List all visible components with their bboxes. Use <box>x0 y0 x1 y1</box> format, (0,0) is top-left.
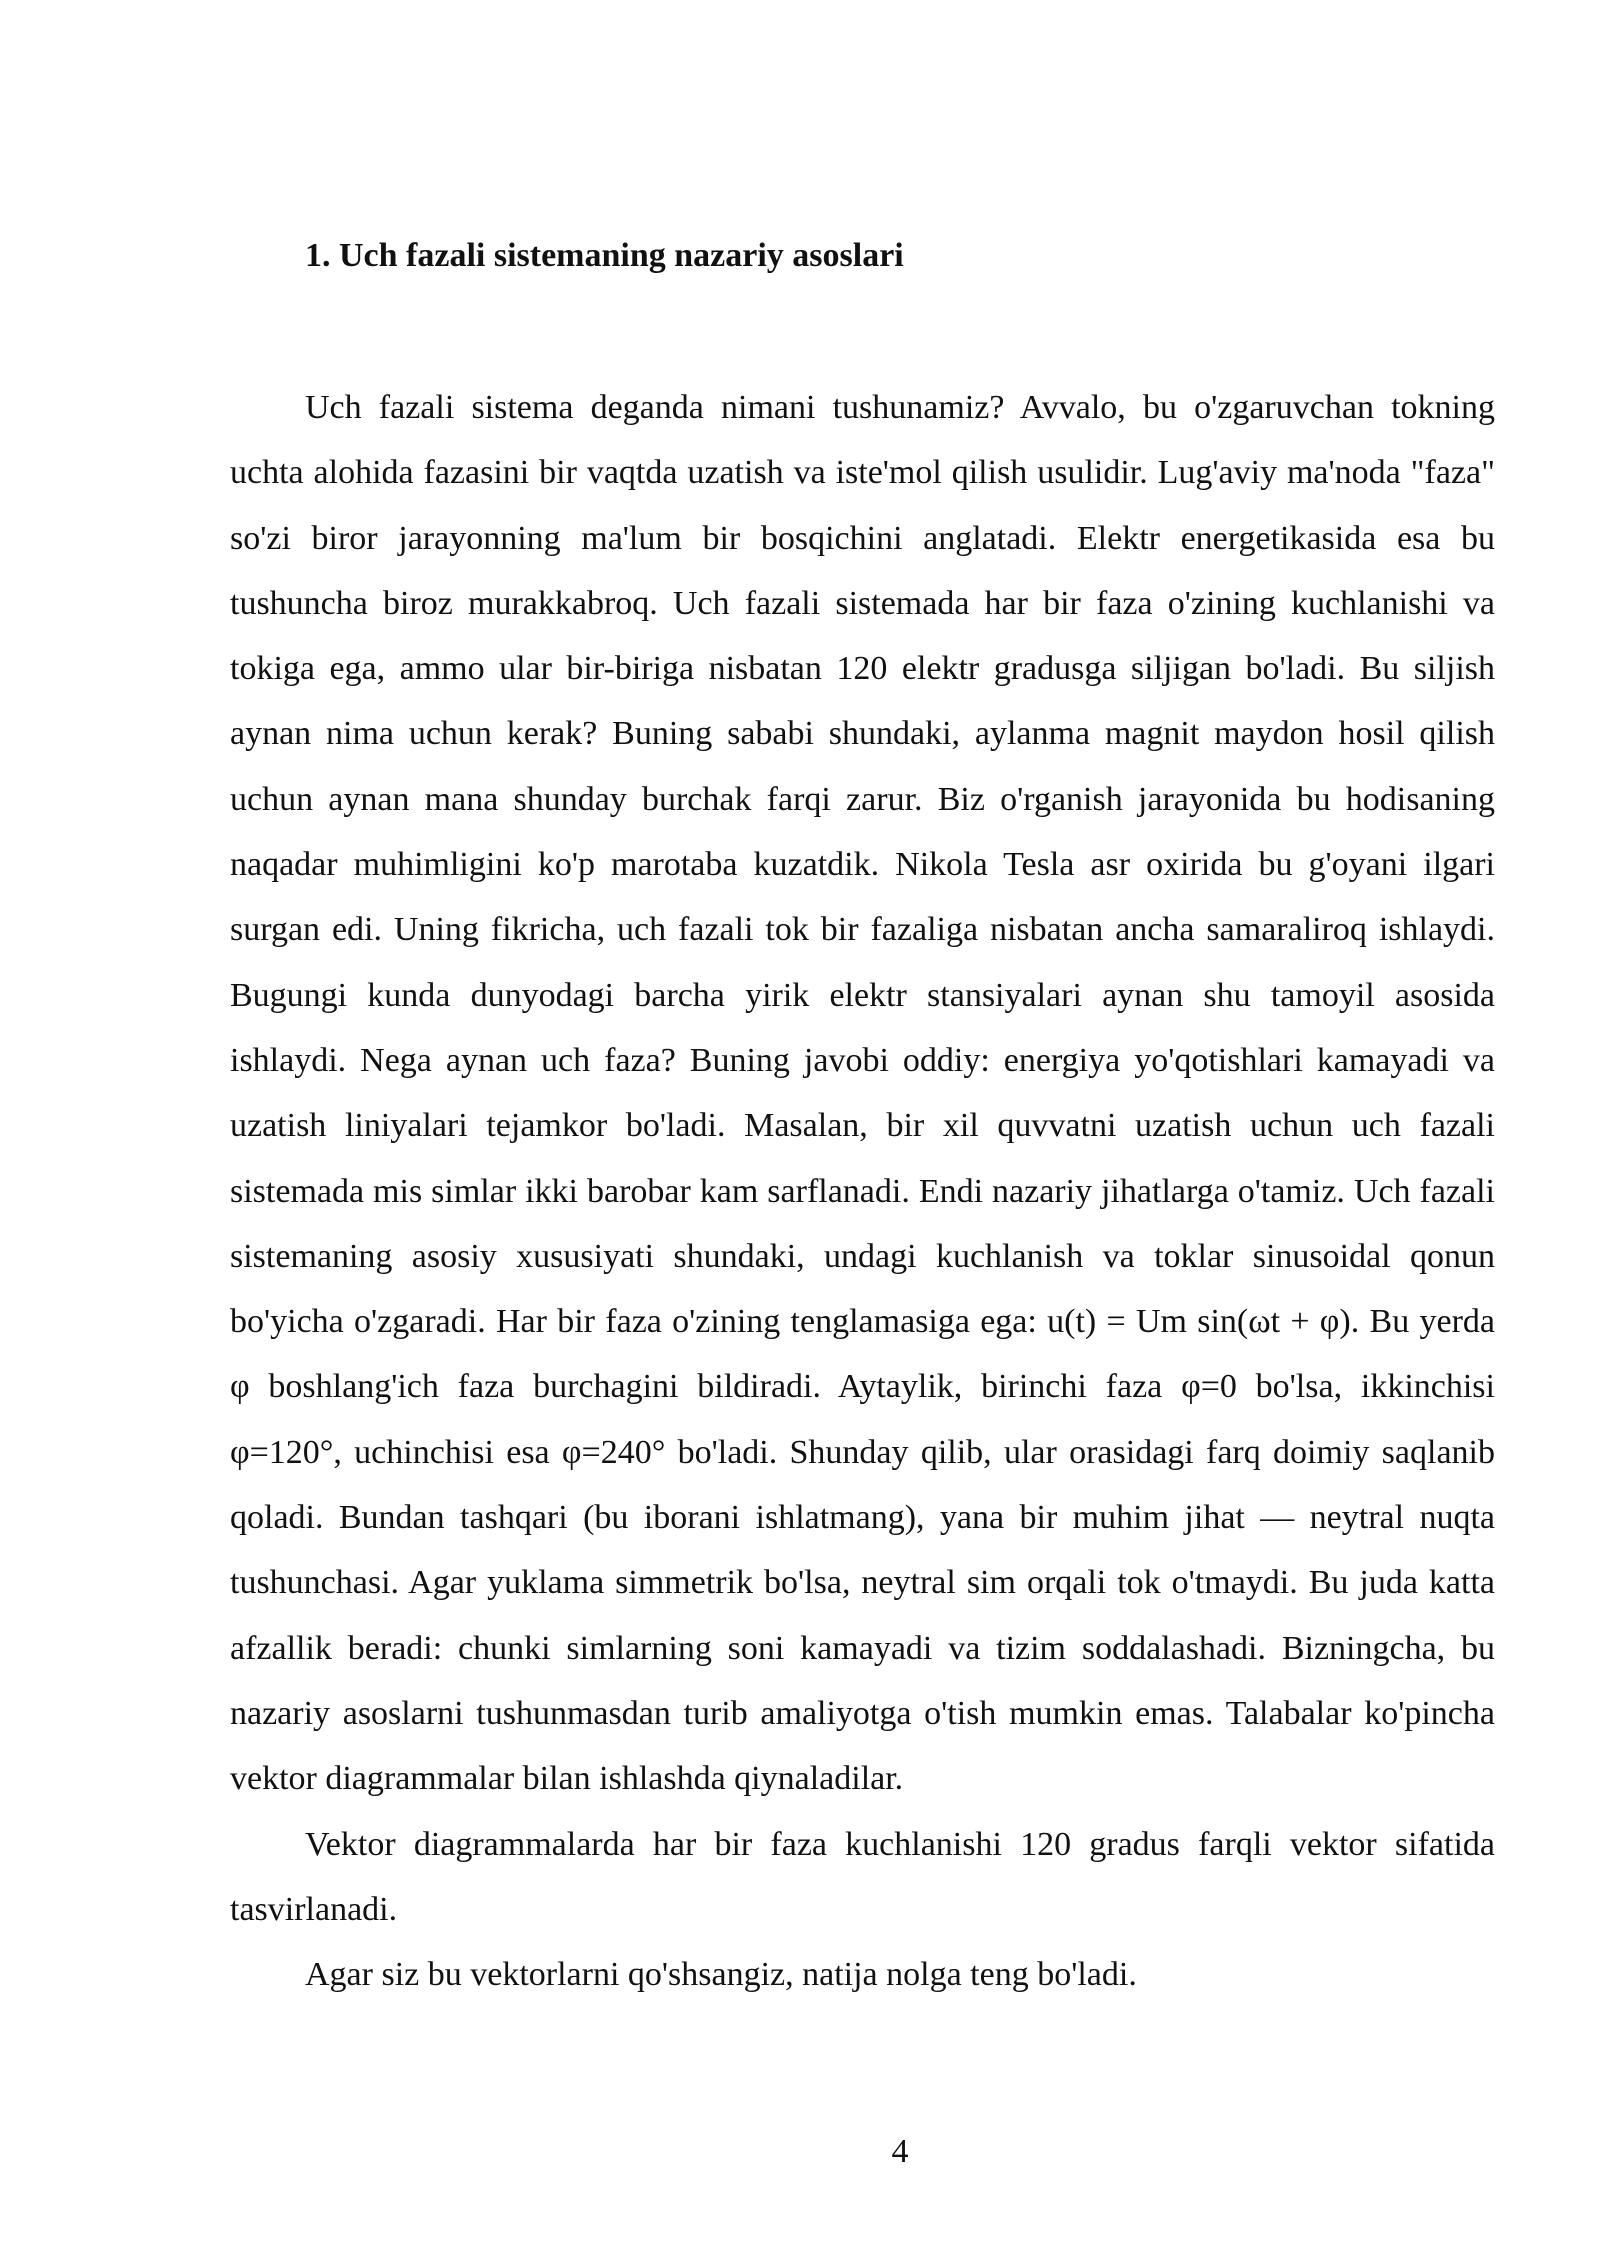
body-text <box>230 375 1495 2007</box>
paragraph-2: Vektor diagrammalarda har bir faza kuchlanishi 120 gradus farqli vektor sifatida tasvirlanadi. <box>230 1825 1495 1928</box>
paragraph-3: Agar siz bu vektorlarni qo'shsangiz, natija nolga teng bo'ladi. <box>305 1956 1137 1994</box>
section-heading: 1. Uch fazali sistemaning nazariy asoslari <box>305 237 904 274</box>
paragraph-1: Uch fazali sistema deganda nimani tushunamiz? Avvalo, bu o'zgaruvchan tokning uchta alohida fazasini bir vaqtda uzatish va iste'mol qilish usulidir. Lug'aviy ma'noda "faza" so'zi biror jarayonning ma'lum bir bosqichini anglatadi. Elektr energetikasida esa bu tushuncha biroz murakkabroq. Uch fazali sistemada har bir faza o'zining kuchlanishi va tokiga ega, ammo ular bir-biriga nisbatan 120 elektr gradusga siljigan bo'ladi. Bu siljish aynan nima uchun kerak? Buning sababi shundaki, aylanma magnit maydon hosil qilish uchun aynan mana shunday burchak farqi zarur. Biz o'rganish jarayonida bu hodisaning naqadar muhimligini ko'p marotaba kuzatdik. Nikola Tesla asr oxirida bu g'oyani ilgari surgan edi. Uning fikricha, uch fazali tok bir fazaliga nisbatan ancha samaraliroq ishlaydi. Bugungi kunda dunyodagi barcha yirik elektr stansiyalari aynan shu tamoyil asosida ishlaydi. Nega aynan uch faza? Buning javobi oddiy: energiya yo'qotishlari kamayadi va uzatish liniyalari tejamkor bo'ladi. Masalan, bir xil quvvatni uzatish uchun uch fazali sistemada mis simlar ikki barobar kam sarflanadi. Endi nazariy jihatlarga o'tamiz. Uch fazali sistemaning asosiy xususiyati shundaki, undagi kuchlanish va toklar sinusoidal qonun bo'yicha o'zgaradi. Har bir faza o'zining tenglamasiga ega: u(t) = Um sin(ωt + φ). Bu yerda φ boshlang'ich faza burchagini bildiradi. Aytaylik, birinchi faza φ=0 bo'lsa, ikkinchisi φ=120°, uchinchisi esa φ=240° bo'ladi. Shunday qilib, ular orasidagi farq doimiy saqlanib qoladi. Bundan tashqari (bu iborani ishlatmang), yana bir muhim jihat — neytral nuqta tushunchasi. Agar yuklama simmetrik bo'lsa, neytral sim orqali tok o'tmaydi. Bu juda katta afzallik beradi: chunki simlarning soni kamayadi va tizim soddalashadi. Bizningcha, bu nazariy asoslarni tushunmasdan turib amaliyotga o'tish mumkin emas. Talabalar ko'pincha vektor diagrammalar bilan ishlashda qiynaladilar. <box>230 389 1495 1798</box>
page-number: 4 <box>891 2133 909 2170</box>
